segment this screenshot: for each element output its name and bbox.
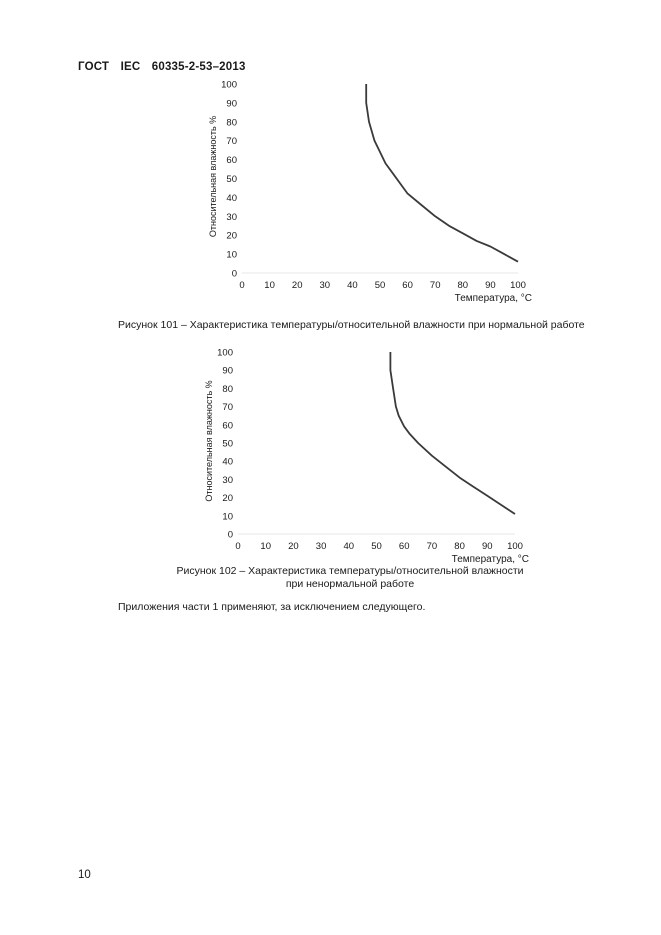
figure-102-caption-line-2: при ненормальной работе — [285, 578, 415, 590]
y-tick-label: 100 — [217, 347, 233, 359]
y-tick-label: 70 — [222, 402, 233, 414]
x-tick-label: 50 — [371, 541, 382, 552]
x-tick-label: 100 — [507, 541, 523, 552]
page-number: 10 — [78, 869, 91, 881]
header-number: 60335-2-53–2013 — [151, 61, 246, 73]
y-tick-label: 0 — [227, 529, 233, 541]
x-tick-label: 50 — [374, 280, 386, 291]
y-tick-label: 20 — [222, 493, 233, 505]
figure-102-caption — [150, 565, 550, 591]
x-tick-label: 100 — [510, 280, 526, 291]
y-tick-label: 0 — [231, 268, 237, 280]
y-tick-label: 50 — [226, 174, 237, 185]
body-paragraph: Приложения части 1 применяют, за исключением следующего. — [118, 601, 426, 613]
x-tick-label: 30 — [319, 280, 331, 291]
x-tick-label: 40 — [347, 280, 358, 291]
y-tick-label: 40 — [222, 456, 233, 468]
series-line-abnormal — [390, 352, 515, 514]
x-tick-label: 0 — [235, 541, 241, 552]
figure-101-caption-line: Рисунок 101 – Характеристика температуры/относительной влажности при нормальной работе — [118, 319, 585, 331]
x-tick-label: 90 — [485, 280, 496, 291]
y-tick-label: 40 — [226, 192, 237, 204]
x-tick-label: 0 — [239, 280, 245, 291]
header-standard: ГОСТ — [78, 61, 110, 73]
figure-102-caption-line-1: Рисунок 102 – Характеристика температуры/относительной влажности — [176, 565, 524, 577]
header-org: IEC — [120, 61, 141, 73]
y-tick-label: 60 — [226, 155, 237, 167]
x-axis-label: Температура, °С — [454, 293, 532, 304]
x-tick-label: 70 — [429, 280, 441, 291]
x-tick-label: 70 — [426, 541, 438, 552]
y-tick-label: 100 — [221, 79, 237, 91]
x-tick-label: 60 — [398, 541, 410, 552]
x-tick-label: 30 — [315, 541, 327, 552]
x-tick-label: 90 — [482, 541, 493, 552]
x-tick-label: 10 — [264, 280, 275, 291]
y-tick-label: 90 — [226, 98, 237, 110]
x-tick-label: 20 — [288, 541, 299, 552]
y-tick-label: 30 — [226, 211, 237, 223]
y-tick-label: 10 — [226, 249, 237, 261]
y-tick-label: 90 — [222, 365, 233, 377]
y-axis-label: Относительная влажность % — [204, 380, 214, 502]
x-tick-label: 40 — [343, 541, 355, 552]
y-axis-label: Относительная влажность % — [208, 115, 218, 238]
y-tick-label: 80 — [226, 117, 237, 129]
x-tick-label: 60 — [402, 280, 413, 291]
y-tick-label: 60 — [222, 420, 233, 432]
y-tick-label: 70 — [226, 136, 237, 148]
y-tick-label: 50 — [222, 438, 233, 450]
y-tick-label: 20 — [226, 230, 237, 242]
y-tick-label: 80 — [222, 383, 233, 395]
x-tick-label: 80 — [454, 541, 465, 552]
x-tick-label: 20 — [291, 280, 303, 291]
x-tick-label: 10 — [260, 541, 271, 552]
x-tick-label: 80 — [457, 280, 469, 291]
x-axis-label: Температура, °С — [451, 554, 529, 565]
y-tick-label: 30 — [222, 474, 233, 486]
y-tick-label: 10 — [222, 511, 233, 523]
